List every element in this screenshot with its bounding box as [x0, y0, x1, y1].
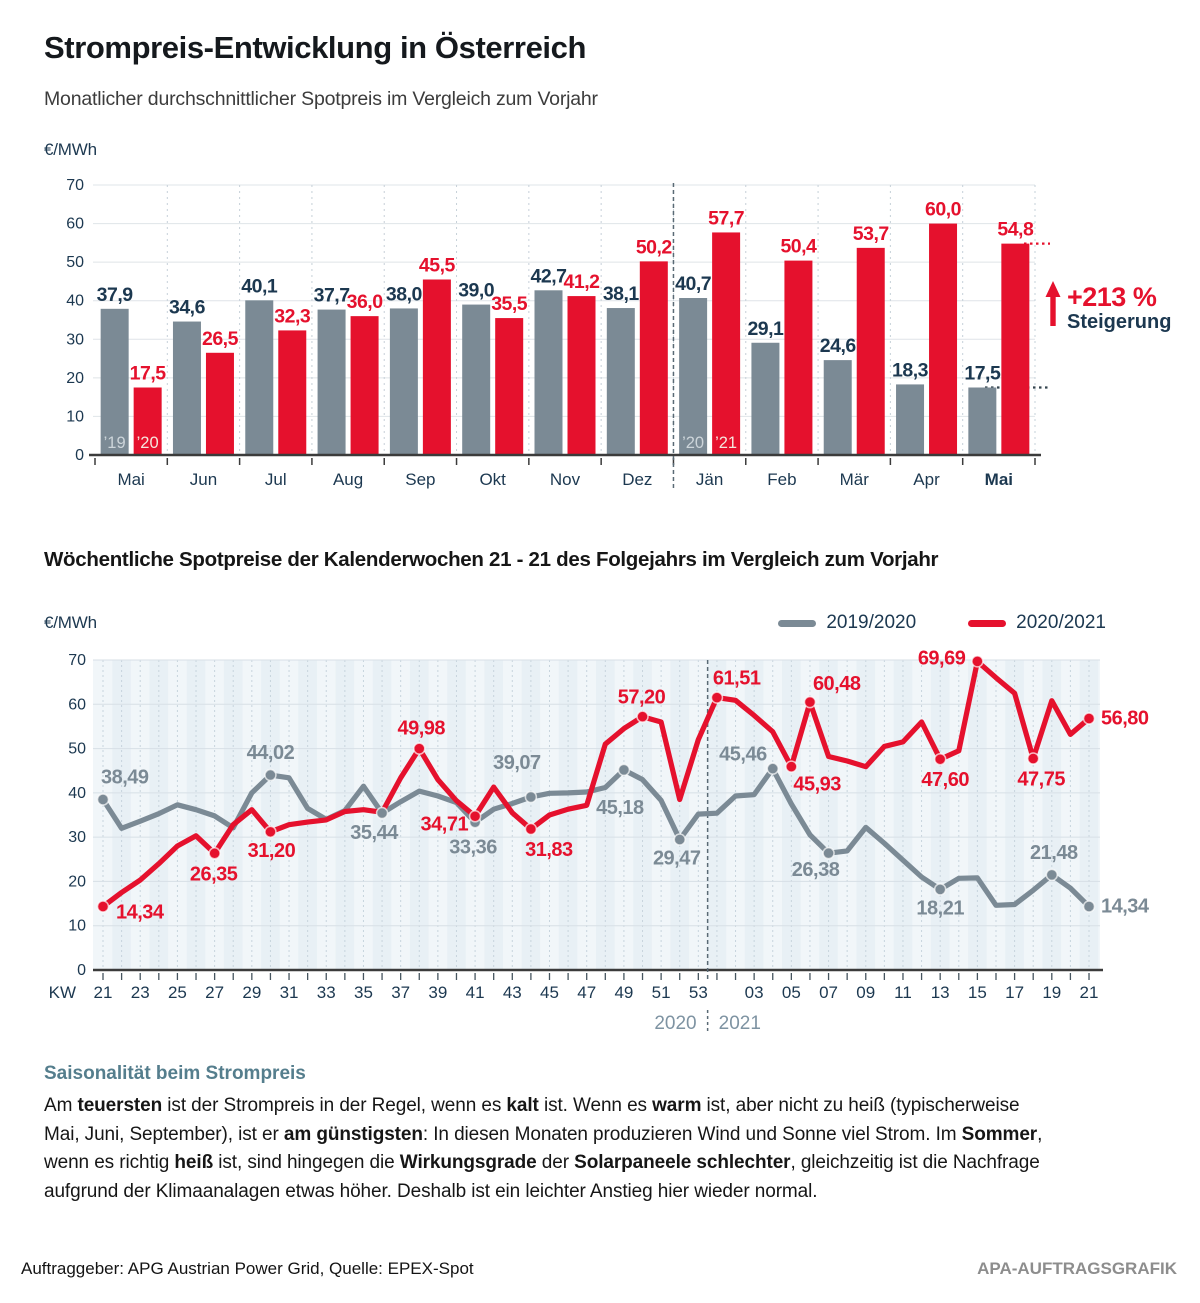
svg-text:05: 05	[781, 983, 801, 1002]
svg-text:36,0: 36,0	[346, 291, 383, 314]
svg-text:Mai: Mai	[984, 470, 1014, 489]
svg-text:42,7: 42,7	[530, 265, 567, 288]
data-point-dot	[470, 811, 481, 822]
legend-item-2020-2021	[968, 612, 1106, 634]
legend-label: 2019/2020	[826, 612, 917, 633]
data-point-dot	[804, 697, 815, 708]
data-point-dot	[525, 791, 536, 802]
svg-text:13: 13	[930, 983, 950, 1002]
svg-text:10: 10	[66, 408, 84, 426]
svg-text:Nov: Nov	[549, 470, 581, 489]
svg-text:41: 41	[465, 983, 485, 1002]
svg-text:2020: 2020	[654, 1013, 697, 1034]
data-point-dot	[1084, 713, 1095, 724]
data-point-label: 35,44	[350, 822, 398, 845]
svg-text:35: 35	[353, 983, 373, 1002]
svg-text:’21: ’21	[715, 434, 738, 452]
svg-text:29,1: 29,1	[747, 317, 784, 340]
svg-text:0: 0	[77, 962, 86, 979]
bar-current-year	[206, 353, 234, 455]
svg-text:0: 0	[75, 447, 84, 464]
data-point-label: 34,71	[420, 813, 469, 836]
svg-text:39,0: 39,0	[458, 279, 495, 302]
bar-current-year	[495, 318, 523, 455]
data-point-label: 38,49	[101, 766, 149, 789]
svg-text:31: 31	[279, 983, 299, 1002]
data-point-label: 31,83	[525, 839, 573, 862]
bar-x-axis	[89, 455, 1041, 489]
data-point-label: 47,60	[921, 769, 969, 792]
svg-text:45: 45	[540, 983, 559, 1002]
svg-text:23: 23	[130, 983, 150, 1002]
svg-text:30: 30	[68, 829, 86, 847]
svg-text:Feb: Feb	[767, 470, 797, 489]
svg-text:57,7: 57,7	[708, 207, 745, 230]
svg-text:70: 70	[68, 652, 86, 669]
data-point-dot	[1046, 869, 1057, 880]
svg-text:Mär: Mär	[839, 470, 869, 489]
svg-text:50: 50	[68, 740, 86, 758]
svg-text:11: 11	[894, 983, 912, 1002]
svg-text:53: 53	[688, 983, 708, 1002]
svg-text:Jän: Jän	[695, 470, 724, 489]
bar-previous-year	[245, 300, 273, 455]
bar-previous-year	[535, 290, 563, 455]
monthly-bar-chart	[0, 165, 1200, 510]
page-title: Strompreis-Entwicklung in Österreich	[44, 30, 586, 65]
data-point-label: 69,69	[917, 648, 966, 670]
svg-text:45,5: 45,5	[418, 254, 455, 277]
data-point-label: 29,47	[652, 847, 701, 870]
bar-previous-year	[462, 305, 490, 455]
svg-text:27: 27	[205, 983, 225, 1002]
data-point-dot	[823, 848, 834, 859]
svg-text:50: 50	[66, 254, 84, 272]
svg-text:37,9: 37,9	[96, 283, 133, 306]
arrow-up-icon	[1046, 281, 1061, 326]
bar-previous-year	[607, 308, 635, 455]
svg-text:60: 60	[68, 696, 86, 714]
data-point-label: 45,93	[793, 773, 841, 796]
svg-text:60,0: 60,0	[925, 198, 962, 221]
data-point-label: 18,21	[916, 897, 964, 920]
weekly-line-chart	[0, 648, 1200, 1038]
svg-text:17,5: 17,5	[964, 362, 1001, 385]
svg-text:19: 19	[1042, 983, 1062, 1002]
svg-text:03: 03	[744, 983, 764, 1002]
svg-text:Dez: Dez	[622, 470, 653, 489]
svg-text:20: 20	[68, 873, 86, 891]
bar-current-year	[784, 261, 812, 455]
bar-current-year	[278, 330, 306, 455]
footer-source: Auftraggeber: APG Austrian Power Grid, Quelle: EPEX-Spot	[21, 1259, 474, 1278]
page-subtitle: Monatlicher durchschnittlicher Spotpreis im Vergleich zum Vorjahr	[44, 88, 598, 110]
bar-previous-year	[968, 388, 996, 456]
data-point-label: 49,98	[397, 717, 446, 740]
data-point-dot	[935, 754, 946, 765]
data-point-label: 44,02	[246, 742, 295, 765]
svg-text:30: 30	[66, 331, 84, 349]
svg-text:07: 07	[819, 983, 839, 1002]
weekly-chart-title: Wöchentliche Spotpreise der Kalenderwochen 21 - 21 des Folgejahrs im Vergleich zum Vorjahr	[44, 548, 939, 571]
seasonality-heading: Saisonalität beim Strompreis	[44, 1063, 306, 1084]
data-point-label: 57,20	[617, 686, 666, 709]
data-point-dot	[618, 764, 629, 775]
bar-previous-year	[173, 322, 201, 455]
svg-text:35,5: 35,5	[491, 293, 528, 316]
svg-text:32,3: 32,3	[274, 305, 311, 328]
svg-text:21: 21	[93, 983, 113, 1002]
svg-text:26,5: 26,5	[201, 327, 238, 350]
data-point-dot	[711, 692, 722, 703]
bar-current-year	[1001, 244, 1029, 455]
svg-text:Aug: Aug	[332, 470, 364, 489]
bar-previous-year	[824, 360, 852, 455]
data-point-label: 45,18	[596, 796, 644, 819]
data-point-dot	[972, 656, 983, 667]
data-point-label: 60,48	[812, 673, 861, 696]
data-point-dot	[935, 884, 946, 895]
svg-text:54,8: 54,8	[997, 218, 1034, 241]
svg-text:29: 29	[242, 983, 262, 1002]
data-point-dot	[414, 743, 425, 754]
svg-text:Jun: Jun	[189, 470, 218, 489]
data-point-dot	[786, 761, 797, 772]
svg-text:40,1: 40,1	[241, 275, 278, 298]
svg-text:37: 37	[391, 983, 411, 1002]
svg-text:’20: ’20	[136, 434, 159, 452]
legend-row	[44, 612, 1106, 634]
data-point-label: 56,80	[1101, 707, 1149, 730]
data-point-label: 61,51	[712, 667, 761, 690]
bar-current-year	[640, 261, 668, 455]
data-point-dot	[674, 834, 685, 845]
data-point-dot	[98, 901, 109, 912]
data-point-dot	[377, 808, 388, 819]
svg-text:38,0: 38,0	[385, 283, 422, 306]
svg-text:51: 51	[651, 983, 671, 1002]
svg-text:49: 49	[614, 983, 634, 1002]
svg-text:15: 15	[967, 983, 987, 1002]
svg-text:40: 40	[68, 784, 86, 802]
svg-text:Jul: Jul	[264, 470, 287, 489]
svg-text:17: 17	[1005, 983, 1025, 1002]
svg-text:40: 40	[66, 292, 84, 310]
data-point-dot	[1084, 901, 1095, 912]
svg-text:47: 47	[577, 983, 597, 1002]
data-point-dot	[265, 826, 276, 837]
svg-text:37,7: 37,7	[313, 284, 350, 307]
kw-axis-prefix: KW	[48, 983, 76, 1002]
svg-text:21: 21	[1079, 983, 1099, 1002]
svg-text:09: 09	[856, 983, 876, 1002]
bar-previous-year	[318, 310, 346, 455]
svg-text:Apr: Apr	[913, 470, 940, 489]
data-point-dot	[637, 711, 648, 722]
svg-text:20: 20	[66, 369, 84, 387]
svg-text:50,2: 50,2	[635, 236, 672, 259]
bar-previous-year	[751, 343, 779, 455]
weekly-chart-unit: €/MWh	[44, 613, 97, 632]
data-point-label: 14,34	[1101, 895, 1149, 918]
increase-percent: +213 %	[1067, 282, 1157, 312]
data-point-dot	[1028, 753, 1039, 764]
svg-text:38,1: 38,1	[602, 283, 639, 306]
svg-text:39: 39	[428, 983, 448, 1002]
svg-text:’19: ’19	[103, 434, 126, 452]
svg-text:18,3: 18,3	[892, 359, 929, 382]
monthly-chart-unit: €/MWh	[44, 140, 97, 159]
bar-current-year	[929, 224, 957, 455]
bar-previous-year	[390, 308, 418, 455]
svg-text:53,7: 53,7	[852, 222, 889, 245]
legend	[778, 612, 1106, 634]
data-point-label: 47,75	[1017, 768, 1065, 791]
svg-text:34,6: 34,6	[168, 296, 205, 319]
bar-current-year	[423, 280, 451, 456]
svg-text:43: 43	[502, 983, 522, 1002]
increase-word: Steigerung	[1067, 311, 1172, 333]
red-line-swatch-icon	[968, 620, 1006, 627]
legend-label: 2020/2021	[1016, 612, 1106, 633]
data-point-dot	[525, 824, 536, 835]
svg-text:41,2: 41,2	[563, 271, 600, 294]
data-point-label: 39,07	[493, 751, 541, 774]
svg-text:Mai: Mai	[117, 470, 145, 489]
svg-text:10: 10	[68, 917, 86, 935]
data-point-dot	[265, 770, 276, 781]
seasonality-section	[44, 1063, 1166, 1206]
svg-text:33: 33	[316, 983, 336, 1002]
svg-text:70: 70	[66, 177, 84, 194]
bar-current-year	[857, 248, 885, 455]
data-point-label: 21,48	[1030, 841, 1078, 864]
data-point-label: 26,38	[791, 859, 840, 882]
data-point-dot	[98, 794, 109, 805]
data-point-dot	[767, 763, 778, 774]
svg-text:60: 60	[66, 215, 84, 233]
bar-previous-year	[896, 384, 924, 455]
svg-text:Sep: Sep	[405, 470, 436, 489]
data-point-label: 33,36	[449, 836, 497, 859]
data-point-label: 14,34	[116, 901, 164, 924]
bar-current-year	[351, 316, 379, 455]
svg-text:’20: ’20	[682, 434, 705, 452]
legend-item-2019-2020	[778, 612, 916, 634]
line-x-axis	[49, 970, 1103, 1002]
bar-current-year	[712, 232, 740, 455]
data-point-label: 31,20	[247, 839, 296, 862]
data-point-label: 45,46	[719, 743, 767, 766]
svg-text:25: 25	[167, 983, 187, 1002]
svg-text:Okt: Okt	[479, 470, 506, 489]
svg-text:17,5: 17,5	[129, 362, 166, 385]
data-point-label: 26,35	[189, 863, 238, 886]
svg-text:50,4: 50,4	[780, 235, 817, 258]
bar-previous-year	[679, 298, 707, 455]
svg-text:2021: 2021	[718, 1013, 761, 1034]
bar-current-year	[568, 296, 596, 455]
increase-annotation	[1046, 281, 1172, 333]
svg-text:24,6: 24,6	[819, 335, 856, 358]
footer-credit: APA-AUFTRAGSGRAFIK	[977, 1259, 1177, 1278]
bar-value-labels	[97, 199, 1034, 385]
data-point-dot	[209, 848, 220, 859]
svg-text:40,7: 40,7	[675, 273, 712, 296]
gray-line-swatch-icon	[778, 620, 816, 627]
seasonality-text: Am teuersten ist der Strompreis in der Regel, wenn es kalt ist. Wenn es warm ist, aber nicht zu heiß (typischerweise Mai, Juni, September), ist er am günstigsten: In diesen Monaten produzieren Wind und Sonne viel Strom. Im Sommer, wenn es richtig heiß ist, sind hingegen die Wirkungsgrade der Solarpaneele schlechter, gleichzeitig ist die Nachfrage aufgrund der Klimaanalagen etwas höher. Deshalb ist ein leichter Anstieg hier wieder normal.	[44, 1095, 1043, 1202]
